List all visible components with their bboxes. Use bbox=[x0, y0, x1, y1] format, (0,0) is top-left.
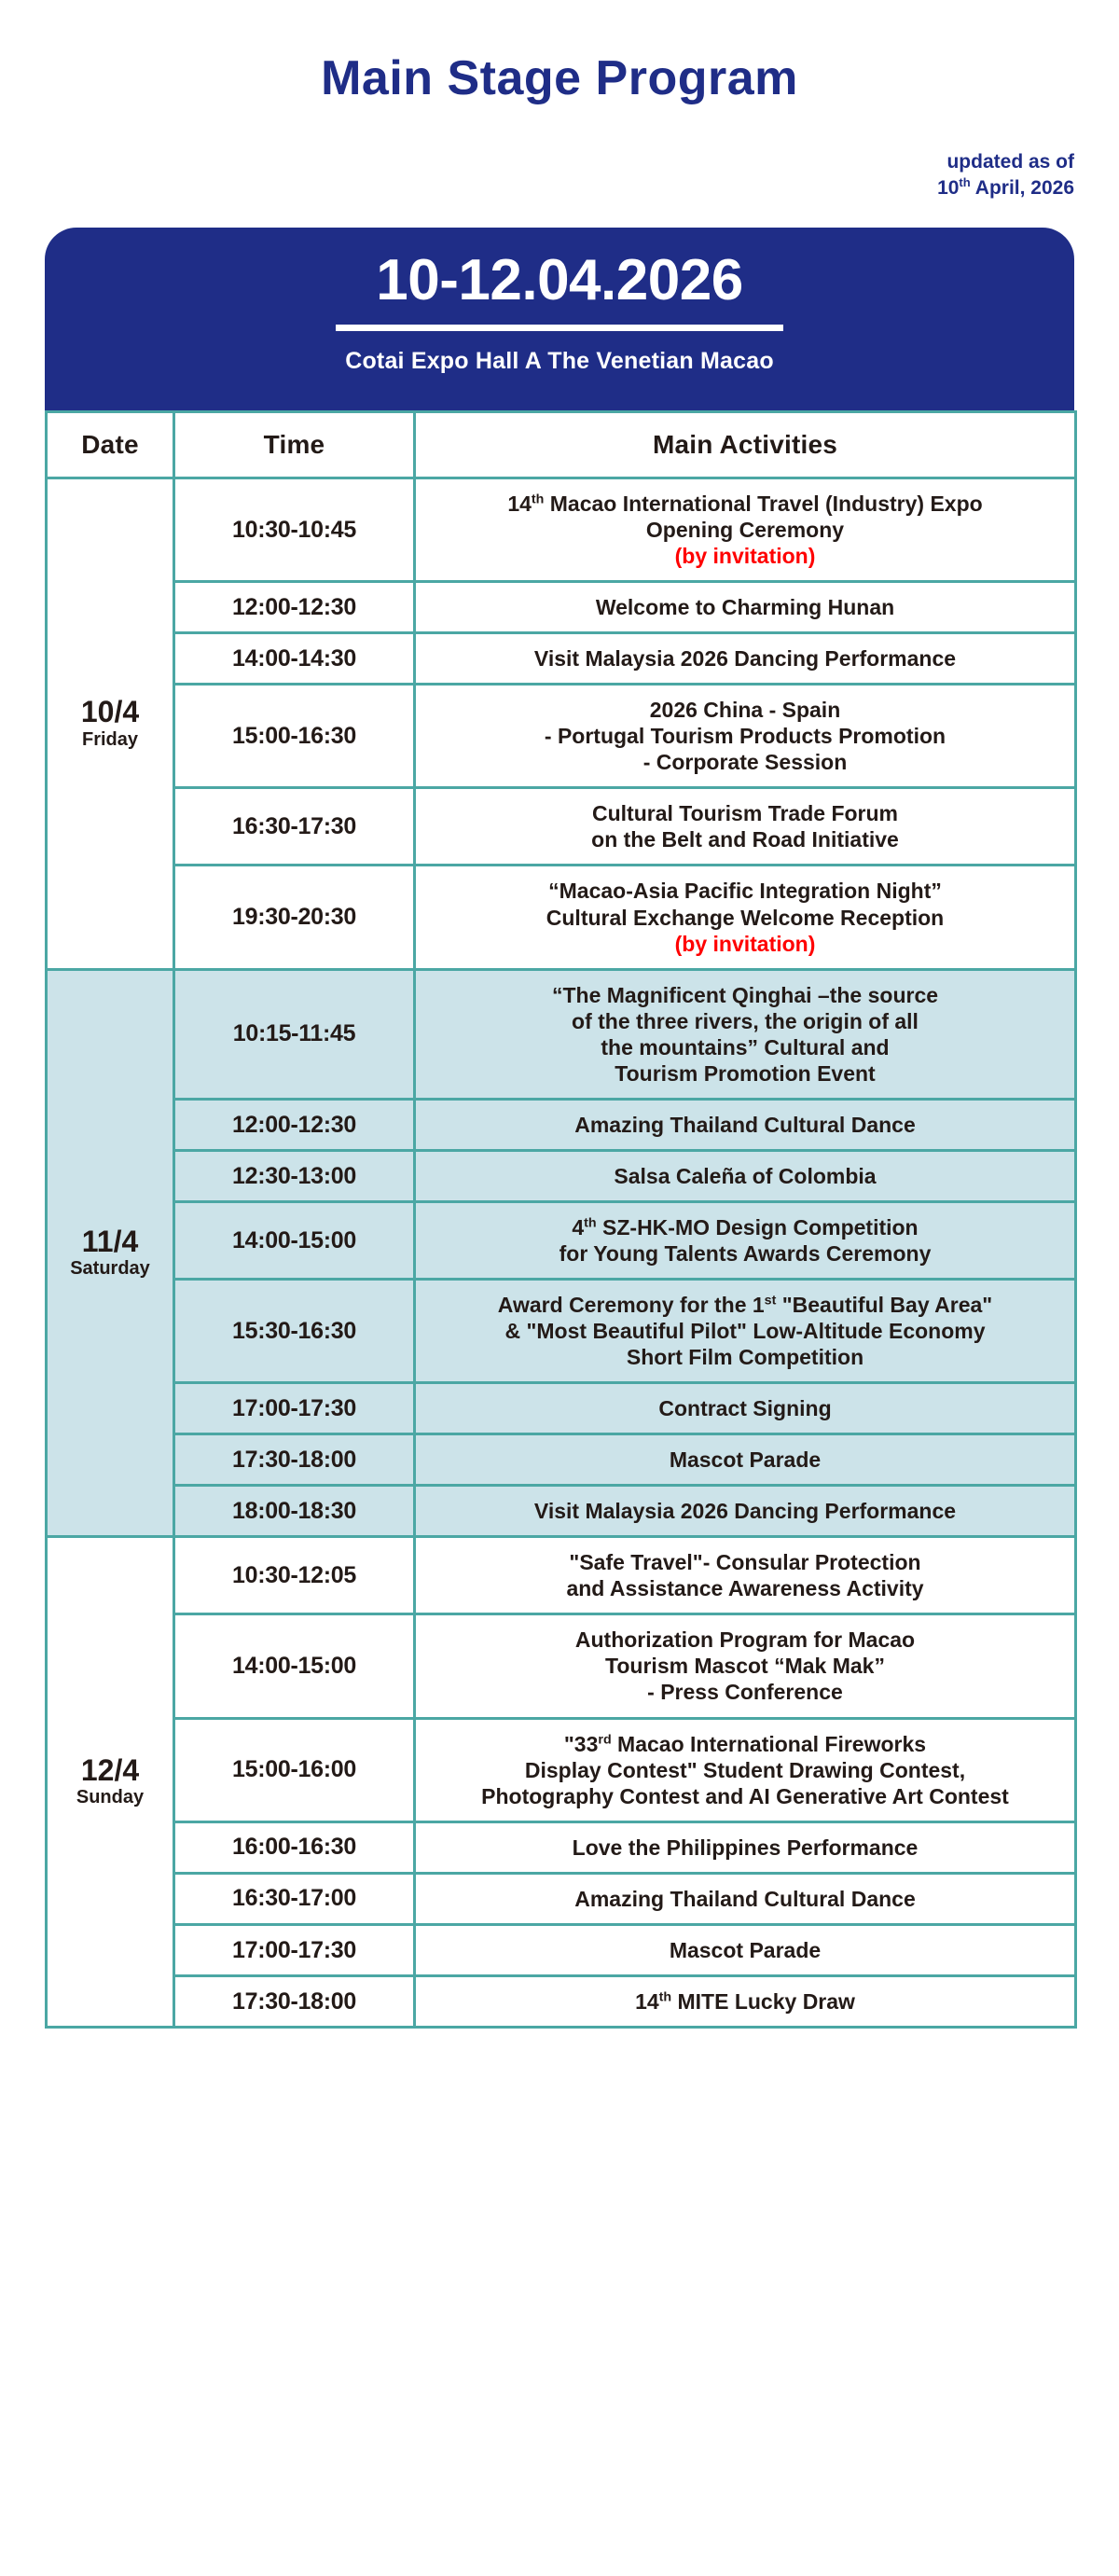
schedule-table bbox=[45, 410, 1077, 2029]
column-header-activities: Main Activities bbox=[415, 412, 1076, 478]
table-row bbox=[47, 1383, 1076, 1434]
activity-cell bbox=[415, 1201, 1076, 1279]
ordinal-suffix: th bbox=[531, 492, 545, 507]
activity-line: Visit Malaysia 2026 Dancing Performance bbox=[533, 1499, 957, 1524]
table-row bbox=[47, 1434, 1076, 1486]
column-header-date: Date bbox=[47, 412, 174, 478]
activity-note: (by invitation) bbox=[674, 544, 816, 569]
activity-cell bbox=[415, 1383, 1076, 1434]
time-cell: 10:15-11:45 bbox=[174, 969, 415, 1099]
activity-cell bbox=[415, 1486, 1076, 1537]
activity-line: Salsa Caleña of Colombia bbox=[614, 1163, 877, 1188]
activity-line: Visit Malaysia 2026 Dancing Performance bbox=[533, 646, 957, 672]
activity-line: Mascot Parade bbox=[669, 1447, 822, 1473]
table-row bbox=[47, 478, 1076, 582]
updated-as-of bbox=[937, 149, 1074, 202]
activity-cell bbox=[415, 866, 1076, 969]
activity-line: Love the Philippines Performance bbox=[572, 1835, 919, 1860]
time-cell: 17:00-17:30 bbox=[174, 1924, 415, 1975]
activity-line: Award Ceremony for the 1st "Beautiful Bay Area" bbox=[497, 1292, 993, 1317]
event-banner bbox=[45, 228, 1074, 410]
table-row bbox=[47, 866, 1076, 969]
column-header-time: Time bbox=[174, 412, 415, 478]
date-number: 10/4 bbox=[80, 695, 140, 728]
table-row bbox=[47, 1821, 1076, 1873]
activity-line: Tourism Promotion Event bbox=[615, 1060, 876, 1086]
activity-cell bbox=[415, 1924, 1076, 1975]
time-cell: 17:30-18:00 bbox=[174, 1434, 415, 1486]
time-cell: 15:00-16:30 bbox=[174, 685, 415, 788]
table-row bbox=[47, 969, 1076, 1099]
date-cell bbox=[47, 969, 174, 1537]
ordinal-suffix: st bbox=[764, 1293, 777, 1309]
table-row bbox=[47, 1718, 1076, 1821]
time-cell: 12:30-13:00 bbox=[174, 1150, 415, 1201]
table-row bbox=[47, 1279, 1076, 1382]
updated-label: updated as of bbox=[946, 151, 1074, 173]
activity-cell bbox=[415, 1150, 1076, 1201]
activity-line: of the three rivers, the origin of all bbox=[572, 1008, 919, 1033]
activity-line: 14th Macao International Travel (Industry) Expo bbox=[507, 492, 983, 516]
schedule-body bbox=[47, 478, 1076, 2028]
activity-cell bbox=[415, 1537, 1076, 1614]
activity-line: Photography Contest and AI Generative Art Contest bbox=[481, 1783, 1009, 1808]
updated-ordinal: th bbox=[959, 175, 971, 190]
activity-line: Cultural Exchange Welcome Reception bbox=[546, 905, 945, 930]
activity-line: - Press Conference bbox=[647, 1680, 843, 1705]
schedule-header bbox=[47, 412, 1076, 478]
activity-line: Welcome to Charming Hunan bbox=[595, 595, 895, 620]
date-number: 12/4 bbox=[80, 1752, 140, 1787]
updated-day: 10 bbox=[937, 177, 960, 200]
activity-line: the mountains” Cultural and bbox=[601, 1034, 890, 1059]
table-row bbox=[47, 1537, 1076, 1614]
time-cell: 15:30-16:30 bbox=[174, 1279, 415, 1382]
activity-cell bbox=[415, 1434, 1076, 1486]
time-cell: 14:00-15:00 bbox=[174, 1201, 415, 1279]
activity-line: Cultural Tourism Trade Forum bbox=[592, 801, 898, 826]
date-weekday: Sunday bbox=[76, 1787, 145, 1808]
date-cell bbox=[47, 478, 174, 970]
activity-line: - Corporate Session bbox=[642, 750, 848, 775]
time-cell: 10:30-10:45 bbox=[174, 478, 415, 582]
activity-cell bbox=[415, 1821, 1076, 1873]
table-row bbox=[47, 1486, 1076, 1537]
table-row bbox=[47, 1975, 1076, 2027]
time-cell: 16:30-17:00 bbox=[174, 1873, 415, 1924]
activity-line: Amazing Thailand Cultural Dance bbox=[574, 1886, 916, 1911]
date-weekday: Friday bbox=[81, 728, 139, 750]
time-cell: 16:30-17:30 bbox=[174, 788, 415, 866]
activity-line: Opening Ceremony bbox=[645, 518, 845, 543]
ordinal-suffix: th bbox=[658, 1989, 672, 2005]
table-row bbox=[47, 1924, 1076, 1975]
activity-note: (by invitation) bbox=[674, 931, 816, 956]
activity-line: Authorization Program for Macao bbox=[574, 1627, 916, 1653]
time-cell: 12:00-12:30 bbox=[174, 582, 415, 633]
activity-line: "Safe Travel"- Consular Protection bbox=[569, 1550, 921, 1575]
activity-cell bbox=[415, 478, 1076, 582]
table-row bbox=[47, 788, 1076, 866]
table-row bbox=[47, 1099, 1076, 1150]
activity-line: 4th SZ-HK-MO Design Competition bbox=[572, 1214, 919, 1240]
banner-venue: Cotai Expo Hall A The Venetian Macao bbox=[345, 348, 774, 374]
banner-divider bbox=[336, 325, 783, 331]
activity-cell bbox=[415, 1614, 1076, 1718]
activity-cell bbox=[415, 1873, 1076, 1924]
activity-line: “The Magnificent Qinghai –the source bbox=[551, 982, 939, 1007]
table-row bbox=[47, 1873, 1076, 1924]
updated-date bbox=[937, 175, 1074, 201]
activity-line: “Macao-Asia Pacific Integration Night” bbox=[548, 879, 942, 904]
activity-line: Short Film Competition bbox=[626, 1345, 864, 1370]
activity-cell bbox=[415, 633, 1076, 685]
table-row bbox=[47, 1201, 1076, 1279]
ordinal-suffix: th bbox=[584, 1215, 597, 1231]
time-cell: 17:00-17:30 bbox=[174, 1383, 415, 1434]
activity-line: on the Belt and Road Initiative bbox=[591, 827, 899, 852]
time-cell: 14:00-14:30 bbox=[174, 633, 415, 685]
activity-line: Amazing Thailand Cultural Dance bbox=[574, 1112, 916, 1137]
time-cell: 12:00-12:30 bbox=[174, 1099, 415, 1150]
time-cell: 16:00-16:30 bbox=[174, 1821, 415, 1873]
table-row bbox=[47, 1614, 1076, 1718]
activity-cell bbox=[415, 685, 1076, 788]
time-cell: 14:00-15:00 bbox=[174, 1614, 415, 1718]
activity-cell bbox=[415, 1718, 1076, 1821]
activity-line: 14th MITE Lucky Draw bbox=[635, 1988, 855, 2014]
activity-line: and Assistance Awareness Activity bbox=[566, 1576, 924, 1601]
activity-line: Tourism Mascot “Mak Mak” bbox=[605, 1654, 885, 1679]
activity-line: - Portugal Tourism Products Promotion bbox=[544, 724, 946, 749]
time-cell: 17:30-18:00 bbox=[174, 1975, 415, 2027]
date-cell bbox=[47, 1537, 174, 2028]
time-cell: 10:30-12:05 bbox=[174, 1537, 415, 1614]
activity-line: "33rd Macao International Fireworks bbox=[563, 1731, 927, 1756]
header-row bbox=[47, 412, 1076, 478]
banner-dates: 10-12.04.2026 bbox=[376, 248, 743, 312]
table-row bbox=[47, 633, 1076, 685]
activity-line: & "Most Beautiful Pilot" Low-Altitude Economy bbox=[504, 1319, 986, 1344]
page-title: Main Stage Program bbox=[321, 51, 798, 105]
activity-line: Mascot Parade bbox=[669, 1937, 822, 1962]
table-row bbox=[47, 685, 1076, 788]
table-row bbox=[47, 1150, 1076, 1201]
activity-line: Contract Signing bbox=[658, 1396, 832, 1421]
activity-line: for Young Talents Awards Ceremony bbox=[559, 1240, 932, 1266]
date-number: 11/4 bbox=[81, 1224, 139, 1258]
time-cell: 18:00-18:30 bbox=[174, 1486, 415, 1537]
activity-line: Display Contest" Student Drawing Contest, bbox=[524, 1757, 966, 1782]
updated-month-year: April, 2026 bbox=[970, 177, 1074, 200]
activity-cell bbox=[415, 969, 1076, 1099]
activity-cell bbox=[415, 788, 1076, 866]
ordinal-suffix: rd bbox=[598, 1731, 612, 1747]
table-row bbox=[47, 582, 1076, 633]
activity-cell bbox=[415, 1279, 1076, 1382]
activity-cell bbox=[415, 1975, 1076, 2027]
activity-cell bbox=[415, 582, 1076, 633]
time-cell: 19:30-20:30 bbox=[174, 866, 415, 969]
activity-cell bbox=[415, 1099, 1076, 1150]
activity-line: 2026 China - Spain bbox=[649, 698, 841, 723]
date-weekday: Saturday bbox=[70, 1258, 150, 1280]
time-cell: 15:00-16:00 bbox=[174, 1718, 415, 1821]
